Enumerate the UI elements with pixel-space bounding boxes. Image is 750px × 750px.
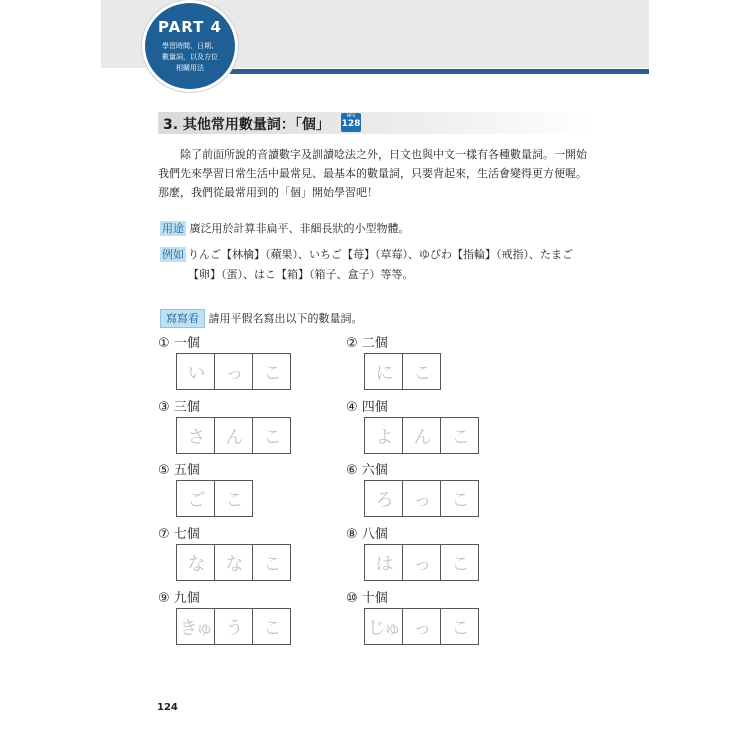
practice-item-label: ⑦ 七個 bbox=[158, 527, 200, 542]
trace-char: こ bbox=[451, 553, 468, 575]
trace-char: こ bbox=[263, 362, 280, 384]
tracing-box[interactable] bbox=[364, 608, 403, 645]
tracing-box[interactable] bbox=[176, 544, 215, 581]
example-text: りんご【林檎】（蘋果）、いちご【苺】（草莓）、ゆびわ【指輪】（戒指）、たまご【卵】（蛋）、はこ【箱】（箱子、盒子）等等。 bbox=[188, 248, 573, 281]
trace-char: ん bbox=[413, 426, 430, 448]
trace-char: ご bbox=[187, 489, 204, 511]
practice-item bbox=[346, 463, 468, 511]
practice-item bbox=[158, 591, 280, 639]
trace-char: い bbox=[187, 362, 204, 384]
practice-tag: 寫寫看 bbox=[160, 309, 205, 328]
usage-row bbox=[160, 221, 410, 237]
header-rule bbox=[230, 69, 649, 74]
tracing-box[interactable] bbox=[364, 544, 403, 581]
trace-char: きゅ bbox=[179, 617, 212, 639]
trace-char: っ bbox=[413, 617, 430, 639]
practice-item bbox=[346, 591, 468, 639]
trace-char: こ bbox=[263, 617, 280, 639]
tracing-boxes bbox=[176, 544, 291, 581]
practice-item bbox=[158, 527, 280, 575]
tracing-box[interactable] bbox=[402, 480, 441, 517]
usage-text: 廣泛用於計算非扁平、非細長狀的小型物體。 bbox=[189, 222, 410, 235]
trace-char: っ bbox=[413, 553, 430, 575]
tracing-boxes bbox=[176, 417, 291, 454]
practice-item-label: ⑩ 十個 bbox=[346, 591, 388, 606]
example-tag: 例如 bbox=[162, 248, 184, 261]
tracing-box[interactable] bbox=[252, 417, 291, 454]
practice-item bbox=[346, 336, 430, 384]
mp3-label: MP3 bbox=[346, 113, 356, 118]
part-badge bbox=[142, 0, 238, 92]
practice-item bbox=[158, 336, 280, 384]
trace-char: な bbox=[225, 553, 242, 575]
tracing-box[interactable] bbox=[252, 353, 291, 390]
trace-char: じゅ bbox=[367, 617, 400, 639]
trace-char: う bbox=[225, 617, 242, 639]
tracing-box[interactable] bbox=[252, 544, 291, 581]
tracing-boxes bbox=[364, 480, 479, 517]
trace-char: に bbox=[375, 362, 392, 384]
tracing-box[interactable] bbox=[214, 608, 253, 645]
page-number: 124 bbox=[157, 702, 178, 713]
tracing-box[interactable] bbox=[176, 353, 215, 390]
practice-item-label: ③ 三個 bbox=[158, 400, 200, 415]
part-subtitle bbox=[145, 41, 235, 74]
tracing-box[interactable] bbox=[440, 544, 479, 581]
part-title: PART 4 bbox=[158, 18, 222, 36]
practice-instruction: 請用平假名寫出以下的數量詞。 bbox=[208, 312, 363, 325]
trace-char: こ bbox=[413, 362, 430, 384]
tracing-boxes bbox=[176, 353, 291, 390]
tracing-boxes bbox=[364, 544, 479, 581]
tracing-box[interactable] bbox=[214, 353, 253, 390]
tracing-box[interactable] bbox=[364, 480, 403, 517]
trace-char: ん bbox=[225, 426, 242, 448]
trace-char: は bbox=[375, 553, 392, 575]
part-subtitle-line: 數量詞，以及方位 bbox=[162, 53, 218, 61]
practice-item bbox=[346, 400, 468, 448]
mp3-track-number: 128 bbox=[341, 119, 361, 129]
trace-char: な bbox=[187, 553, 204, 575]
practice-item-label: ⑥ 六個 bbox=[346, 463, 388, 478]
tracing-boxes bbox=[176, 608, 291, 645]
practice-item-label: ① 一個 bbox=[158, 336, 200, 351]
practice-item bbox=[158, 400, 280, 448]
trace-char: っ bbox=[225, 362, 242, 384]
part-subtitle-line: 相關用法 bbox=[176, 64, 204, 72]
tracing-boxes bbox=[364, 608, 479, 645]
practice-item-label: ⑧ 八個 bbox=[346, 527, 388, 542]
trace-char: こ bbox=[225, 489, 242, 511]
tracing-box[interactable] bbox=[214, 417, 253, 454]
tracing-boxes bbox=[176, 480, 253, 517]
trace-char: よ bbox=[375, 426, 392, 448]
section-title: 3. 其他常用數量詞：「個」 bbox=[163, 117, 330, 133]
tracing-boxes bbox=[364, 353, 441, 390]
tracing-box[interactable] bbox=[402, 544, 441, 581]
tracing-box[interactable] bbox=[440, 417, 479, 454]
practice-item-label: ⑨ 九個 bbox=[158, 591, 200, 606]
practice-item-label: ④ 四個 bbox=[346, 400, 388, 415]
trace-char: こ bbox=[451, 489, 468, 511]
tracing-box[interactable] bbox=[440, 480, 479, 517]
tracing-box[interactable] bbox=[364, 417, 403, 454]
usage-tag: 用途 bbox=[162, 222, 184, 235]
practice-item bbox=[346, 527, 468, 575]
tracing-box[interactable] bbox=[364, 353, 403, 390]
trace-char: こ bbox=[263, 553, 280, 575]
practice-item bbox=[158, 463, 242, 511]
trace-char: こ bbox=[451, 617, 468, 639]
trace-char: ろ bbox=[375, 489, 392, 511]
tracing-box[interactable] bbox=[214, 544, 253, 581]
tracing-box[interactable] bbox=[176, 480, 215, 517]
intro-paragraph: 除了前面所說的音讀數字及訓讀唸法之外，日文也與中文一樣有各種數量詞。一開始我們先來學習日常生活中最常見、最基本的數量詞，只要背起來，生活會變得更方便喔。那麼，我們從最常用到的「個」開始學習吧！ bbox=[158, 148, 587, 199]
trace-char: こ bbox=[263, 426, 280, 448]
tracing-boxes bbox=[364, 417, 479, 454]
trace-char: さ bbox=[187, 426, 204, 448]
mp3-track-badge[interactable] bbox=[341, 113, 361, 132]
example-row bbox=[160, 245, 596, 281]
practice-item-label: ② 二個 bbox=[346, 336, 388, 351]
tracing-box[interactable] bbox=[402, 608, 441, 645]
part-subtitle-line: 學習時間、日期、 bbox=[162, 42, 218, 50]
tracing-box[interactable] bbox=[176, 417, 215, 454]
tracing-box[interactable] bbox=[214, 480, 253, 517]
tracing-box[interactable] bbox=[176, 608, 215, 645]
tracing-box[interactable] bbox=[252, 608, 291, 645]
trace-char: こ bbox=[451, 426, 468, 448]
tracing-box[interactable] bbox=[402, 353, 441, 390]
tracing-box[interactable] bbox=[402, 417, 441, 454]
tracing-box[interactable] bbox=[440, 608, 479, 645]
trace-char: っ bbox=[413, 489, 430, 511]
practice-item-label: ⑤ 五個 bbox=[158, 463, 200, 478]
practice-header bbox=[160, 309, 363, 328]
